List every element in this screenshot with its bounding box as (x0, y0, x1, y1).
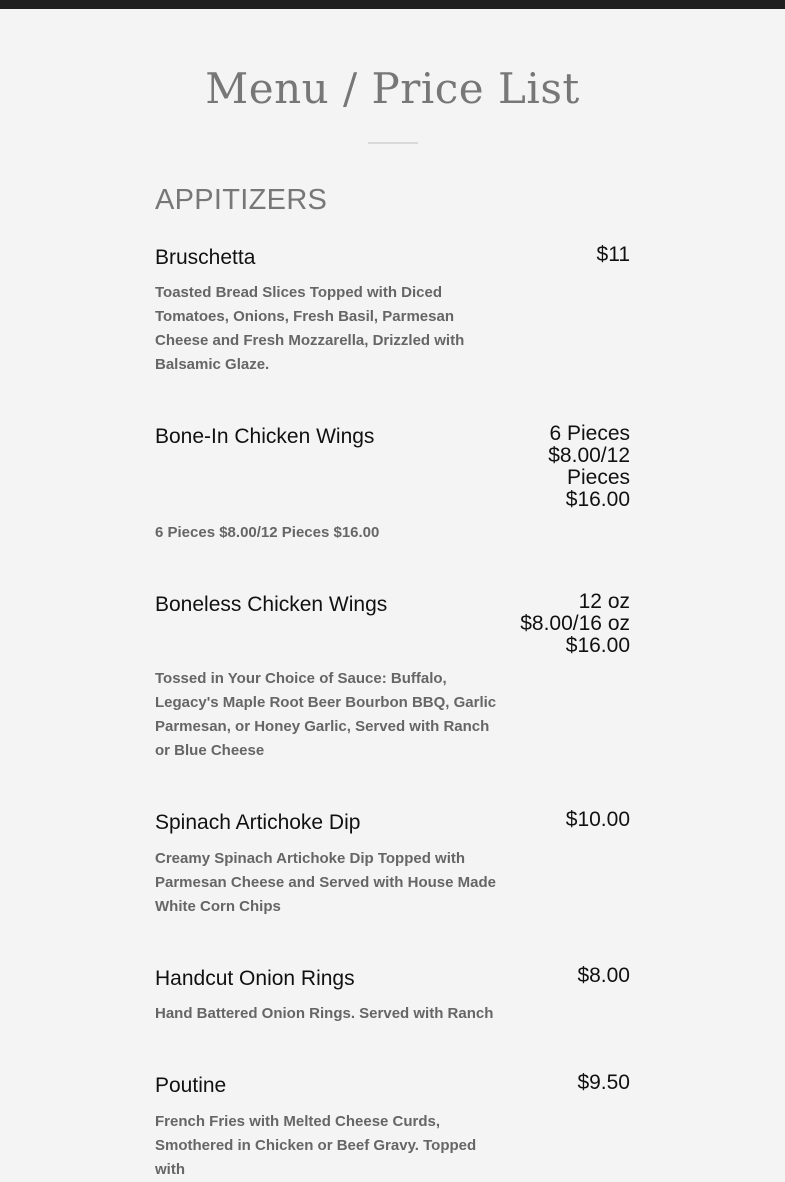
item-price: 6 Pieces $8.00/12 Pieces $16.00 (548, 422, 630, 511)
item-price: $9.50 (577, 1071, 630, 1094)
item-description: Creamy Spinach Artichoke Dip Topped with Parmesan Cheese and Served with House Made White Corn Chips (155, 850, 496, 915)
item-name: Spinach Artichoke Dip (155, 811, 361, 834)
item-price: 12 oz $8.00/16 oz $16.00 (520, 590, 630, 657)
item-description: Toasted Bread Slices Topped with Diced Tomatoes, Onions, Fresh Basil, Parmesan Cheese and Fresh Mozzarella, Drizzled with Balsamic Glaze. (155, 284, 465, 373)
item-name: Poutine (155, 1074, 227, 1097)
item-name: Bone-In Chicken Wings (155, 425, 375, 448)
item-description: Tossed in Your Choice of Sauce: Buffalo, Legacy's Maple Root Beer Bourbon BBQ, Garlic Parmesan, or Honey Garlic, Served with Ranch or Blue Cheese (155, 670, 497, 759)
item-price: $8.00 (577, 964, 630, 987)
section-heading: APPITIZERS (155, 184, 328, 216)
item-price: $11 (596, 243, 630, 266)
title-divider (368, 142, 418, 144)
item-description: 6 Pieces $8.00/12 Pieces $16.00 (155, 524, 380, 541)
item-description: Hand Battered Onion Rings. Served with Ranch (155, 1005, 494, 1022)
item-price: $10.00 (565, 808, 630, 831)
item-name: Handcut Onion Rings (155, 967, 355, 990)
page-title: Menu / Price List (205, 64, 580, 113)
item-name: Bruschetta (155, 246, 256, 269)
top-bar (0, 0, 785, 9)
item-name: Boneless Chicken Wings (155, 593, 388, 616)
item-description: French Fries with Melted Cheese Curds, Smothered in Chicken or Beef Gravy. Topped with (155, 1113, 477, 1178)
